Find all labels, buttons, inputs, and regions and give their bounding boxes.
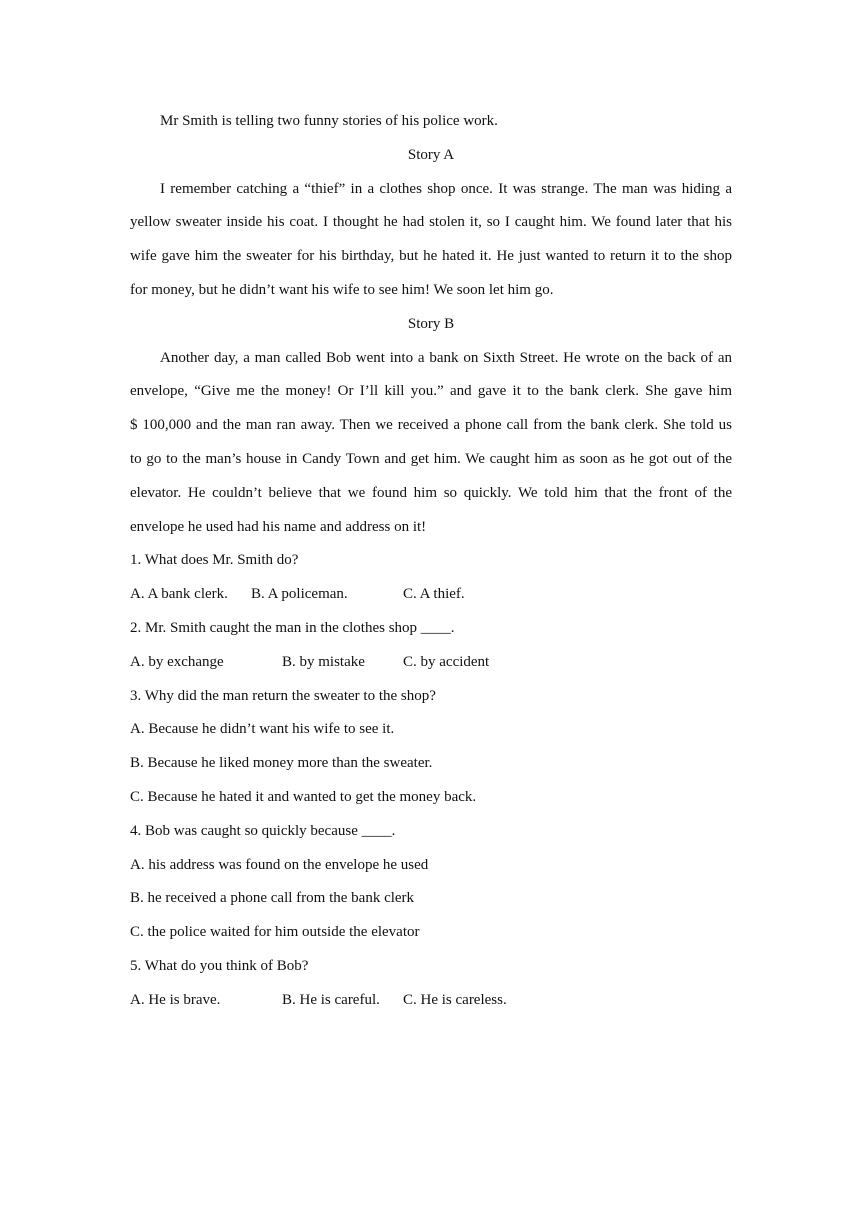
option-c: C. Because he hated it and wanted to get the money back. bbox=[130, 788, 477, 805]
option-c: C. the police waited for him outside the elevator bbox=[130, 924, 420, 941]
story-b-line: envelope, “Give me the money! Or I’ll kill you.” and gave it to the bank clerk. She gave him bbox=[130, 383, 732, 400]
intro-text: Mr Smith is telling two funny stories of his police work. bbox=[160, 113, 498, 129]
option-a: A. Because he didn’t want his wife to see it. bbox=[130, 721, 395, 738]
story-b-line: $ 100,000 and the man ran away. Then we received a phone call from the bank clerk. She told us bbox=[130, 417, 732, 434]
story-b-line: Another day, a man called Bob went into a bank on Sixth Street. He wrote on the back of an bbox=[160, 349, 732, 366]
story-b-line: to go to the man’s house in Candy Town and get him. We caught him as soon as he got out of the bbox=[130, 450, 732, 467]
option-b: B. Because he liked money more than the sweater. bbox=[130, 755, 433, 772]
story-b-title: Story B bbox=[407, 315, 455, 332]
option-a: A. A bank clerk. bbox=[130, 586, 228, 603]
question-5: 5. What do you think of Bob? bbox=[130, 957, 309, 974]
option-c: C. by accident bbox=[403, 653, 490, 670]
question-5-options bbox=[130, 984, 732, 1018]
question-4: 4. Bob was caught so quickly because ____. bbox=[130, 822, 396, 839]
story-b-paragraph bbox=[130, 342, 732, 545]
option-c: C. He is careless. bbox=[403, 991, 507, 1008]
story-b-line: elevator. He couldn’t believe that we found him so quickly. We told him that the front of the bbox=[130, 484, 732, 501]
story-a-line: wife gave him the sweater for his birthday, but he hated it. He just wanted to return it to the shop bbox=[130, 248, 732, 265]
story-b-line: envelope he used had his name and address on it! bbox=[130, 518, 427, 535]
story-a-paragraph bbox=[130, 173, 732, 308]
option-c: C. A thief. bbox=[403, 586, 465, 603]
story-a-title: Story A bbox=[407, 146, 455, 163]
document-body bbox=[130, 105, 732, 1018]
option-b: B. He is careful. bbox=[282, 991, 380, 1008]
story-a-line: I remember catching a “thief” in a clothes shop once. It was strange. The man was hiding a bbox=[160, 180, 732, 197]
story-a-line: for money, but he didn’t want his wife to see him! We soon let him go. bbox=[130, 281, 554, 298]
option-a: A. his address was found on the envelope he used bbox=[130, 856, 429, 873]
option-b: B. he received a phone call from the bank clerk bbox=[130, 890, 415, 907]
question-2-options bbox=[130, 646, 732, 680]
option-a: A. by exchange bbox=[130, 653, 224, 670]
option-a: A. He is brave. bbox=[130, 991, 221, 1008]
question-3: 3. Why did the man return the sweater to the shop? bbox=[130, 687, 436, 704]
option-b: B. A policeman. bbox=[251, 586, 348, 603]
story-a-line: yellow sweater inside his coat. I thought he had stolen it, so I caught him. We found later that his bbox=[130, 214, 732, 231]
question-1: 1. What does Mr. Smith do? bbox=[130, 552, 299, 569]
question-2: 2. Mr. Smith caught the man in the clothes shop ____. bbox=[130, 619, 455, 636]
question-1-options bbox=[130, 578, 732, 612]
option-b: B. by mistake bbox=[282, 653, 365, 670]
